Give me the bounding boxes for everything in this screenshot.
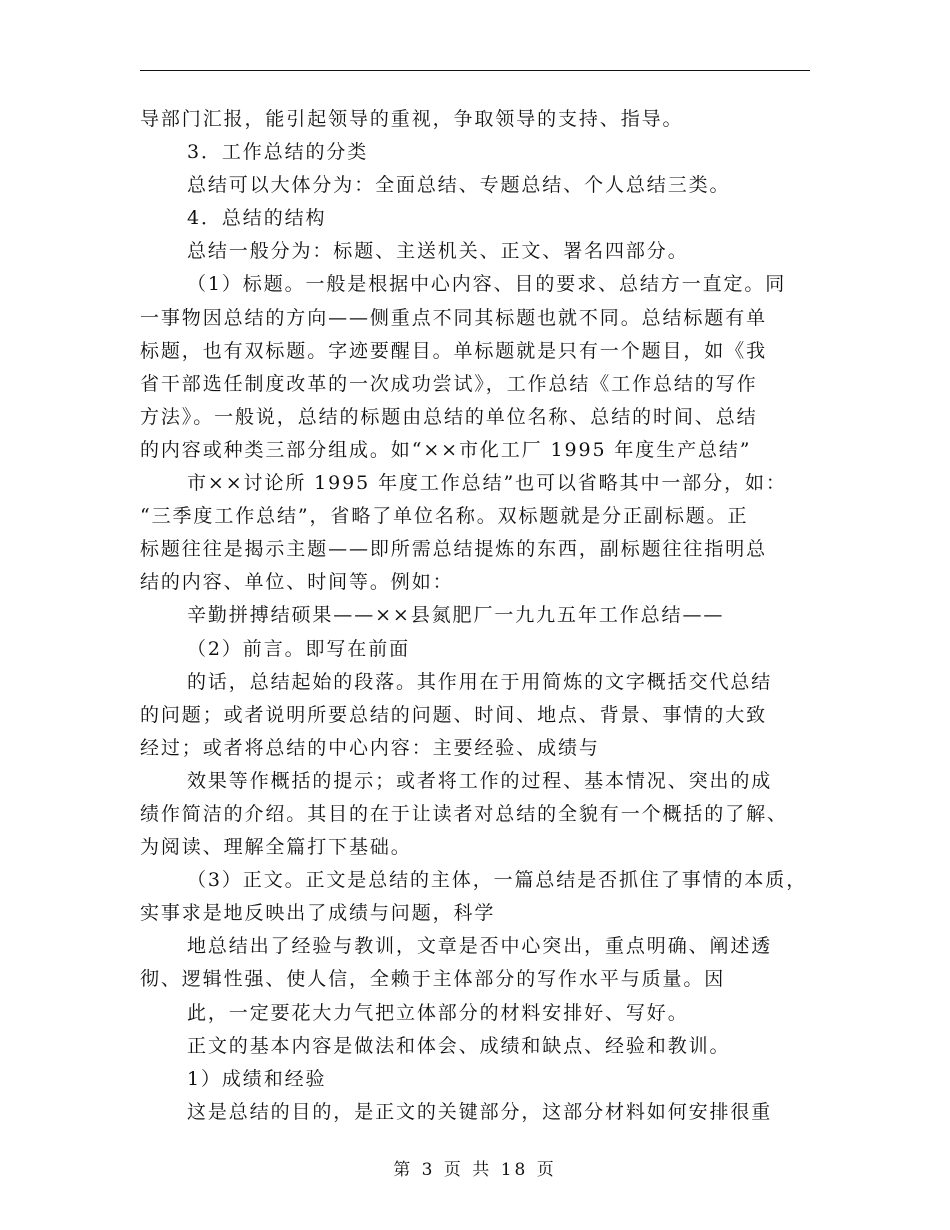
text-line: 结的内容、单位、时间等。例如： — [140, 571, 454, 594]
header-rule — [140, 70, 810, 71]
text-line: 的问题；或者说明所要总结的问题、时间、地点、背景、事情的大致 — [140, 703, 768, 726]
text-line: 正文的基本内容是做法和体会、成绩和缺点、经验和教训。 — [187, 1034, 731, 1057]
text-line: （3）正文。正文是总结的主体，一篇总结是否抓住了事情的本质， — [187, 869, 808, 892]
text-line: 1）成绩和经验 — [187, 1067, 327, 1090]
text-line: 经过；或者将总结的中心内容：主要经验、成绩与 — [140, 736, 600, 759]
text-line: （2）前言。即写在前面 — [187, 637, 410, 660]
text-line: “三季度工作总结”，省略了单位名称。双标题就是分正副标题。正 — [140, 505, 749, 528]
text-line: 地总结出了经验与教训，文章是否中心突出，重点明确、阐述透 — [187, 935, 773, 958]
text-line: 导部门汇报，能引起领导的重视，争取领导的支持、指导。 — [140, 108, 684, 130]
text-line: 标题，也有双标题。字迹要醒目。单标题就是只有一个题目，如《我 — [140, 339, 768, 362]
text-line: 市××讨论所 1995 年度工作总结”也可以省略其中一部分，如： — [187, 472, 787, 495]
text-line: 省干部选任制度改革的一次成功尝试》，工作总结《工作总结的写作 — [140, 372, 758, 395]
text-line: 4．总结的结构 — [187, 207, 327, 230]
text-line: 彻、逻辑性强、使人信，全赖于主体部分的写作水平与质量。因 — [140, 968, 726, 991]
text-line: 这是总结的目的，是正文的关键部分，这部分材料如何安排很重 — [187, 1100, 773, 1123]
document-body — [140, 103, 820, 1129]
text-line: 总结可以大体分为：全面总结、专题总结、个人总结三类。 — [187, 174, 731, 197]
text-line: 标题往往是揭示主题——即所需总结提炼的东西，副标题往往指明总 — [140, 538, 768, 561]
text-line: 的内容或种类三部分组成。如“××市化工厂 1995 年度生产总结” — [140, 438, 752, 461]
text-line: 实事求是地反映出了成绩与问题，科学 — [140, 902, 496, 925]
text-line: （1）标题。一般是根据中心内容、目的要求、总结方一直定。同 — [187, 273, 787, 296]
text-line: 总结一般分为：标题、主送机关、正文、署名四部分。 — [187, 240, 689, 263]
text-line: 一事物因总结的方向——侧重点不同其标题也就不同。总结标题有单 — [140, 306, 768, 329]
text-line: 辛勤拼搏结硕果——××县氮肥厂一九九五年工作总结—— — [187, 604, 725, 627]
text-line: 效果等作概括的提示；或者将工作的过程、基本情况、突出的成 — [187, 769, 773, 792]
text-line: 为阅读、理解全篇打下基础。 — [140, 836, 412, 859]
text-line: 此，一定要花大力气把立体部分的材料安排好、写好。 — [187, 1001, 689, 1024]
text-line: 方法》。一般说，总结的标题由总结的单位名称、总结的时间、总结 — [140, 405, 758, 428]
text-line: 3．工作总结的分类 — [187, 141, 369, 164]
text-line: 的话，总结起始的段落。其作用在于用简炼的文字概括交代总结 — [187, 670, 773, 693]
page-footer: 第 3 页 共 18 页 — [393, 1160, 557, 1180]
text-line: 绩作简洁的介绍。其目的在于让读者对总结的全貌有一个概括的了解、 — [140, 802, 788, 825]
